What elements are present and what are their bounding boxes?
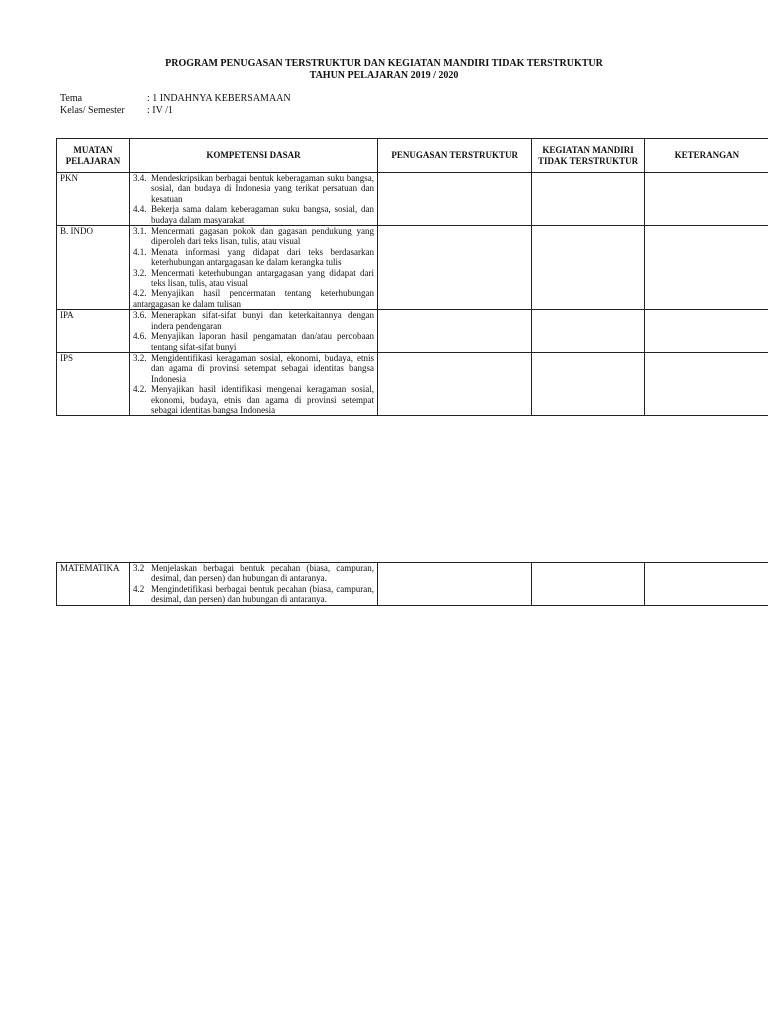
kompetensi-number: 4.2 (132, 583, 145, 594)
kompetensi-item (133, 384, 374, 415)
penugasan-cell (378, 173, 532, 226)
keterangan-cell (644, 173, 768, 226)
kompetensi-text: Menata informasi yang didapat dari teks berdasarkan keterhubungan antargagasan ke dalam kerangka tulis (150, 246, 375, 268)
kompetensi-text: Mencermati keterhubungan antargagasan yang didapat dari teks lisan, tulis, atau visual (150, 267, 375, 289)
kompetensi-number: 3.1. (132, 226, 147, 237)
table-header-row (57, 139, 768, 173)
penugasan-cell (378, 352, 532, 415)
kompetensi-cell (129, 352, 377, 415)
kompetensi-item (133, 173, 374, 204)
kompetensi-number: 3.6. (132, 310, 147, 321)
kompetensi-item (133, 226, 374, 247)
competency-table (56, 138, 768, 416)
kompetensi-item (133, 310, 374, 331)
penugasan-cell (378, 563, 532, 606)
header-muatan-pelajaran: MUATAN PELAJARAN (57, 139, 130, 173)
kegiatan-cell (532, 352, 645, 415)
kompetensi-list (133, 353, 374, 415)
kompetensi-number: 4.6. (132, 331, 147, 342)
header-penugasan-terstruktur: PENUGASAN TERSTRUKTUR (378, 139, 532, 173)
kompetensi-number: 4.2. (132, 288, 147, 299)
kompetensi-cell (129, 226, 377, 310)
kegiatan-cell (532, 563, 645, 606)
meta-kelas (60, 105, 173, 117)
table-row (57, 310, 768, 353)
kompetensi-number: 3.2. (132, 267, 147, 278)
meta-tema (60, 93, 291, 105)
kompetensi-list (133, 563, 374, 605)
subject-cell: MATEMATIKA (57, 563, 130, 606)
kompetensi-cell (129, 310, 377, 353)
table-row (57, 226, 768, 310)
kompetensi-item (133, 353, 374, 384)
tema-label: Tema (60, 93, 83, 104)
keterangan-cell (644, 563, 768, 606)
document-title-line2: TAHUN PELAJARAN 2019 / 2020 (309, 70, 459, 81)
competency-table-continued (56, 562, 768, 606)
keterangan-cell (644, 310, 768, 353)
penugasan-cell (378, 310, 532, 353)
header-kompetensi-dasar: KOMPETENSI DASAR (129, 139, 377, 173)
subject-cell: IPA (57, 310, 130, 353)
kompetensi-item (133, 204, 374, 225)
table-body (57, 173, 768, 416)
kompetensi-number: 4.1. (132, 246, 147, 257)
kegiatan-cell (532, 226, 645, 310)
kompetensi-item (133, 331, 374, 352)
kompetensi-number: 3.2 (132, 563, 145, 573)
kompetensi-text: Bekerja sama dalam keberagaman suku bangsa, sosial, dan budaya dalam masyarakat (150, 204, 375, 225)
kompetensi-text: Menyajikan hasil pencermatan tentang keterhubungan antargagasan ke dalam tulisan (132, 288, 375, 309)
kompetensi-text: Menyajikan laporan hasil pengamatan dan/atau percobaan tentang sifat-sifat bunyi (150, 331, 375, 352)
table-row (57, 352, 768, 415)
kelas-label: Kelas/ Semester (60, 105, 125, 116)
kompetensi-list (133, 173, 374, 225)
kegiatan-cell (532, 173, 645, 226)
tema-value: : 1 INDAHNYA KEBERSAMAAN (147, 93, 291, 104)
kompetensi-item (133, 288, 374, 309)
keterangan-cell (644, 226, 768, 310)
kompetensi-item (133, 584, 374, 605)
kompetensi-item (133, 268, 374, 289)
document-title-line1: PROGRAM PENUGASAN TERSTRUKTUR DAN KEGIATAN MANDIRI TIDAK TERSTRUKTUR (165, 58, 603, 69)
subject-cell: B. INDO (57, 226, 130, 310)
kompetensi-item (133, 563, 374, 584)
keterangan-cell (644, 352, 768, 415)
kegiatan-cell (532, 310, 645, 353)
subject-cell: PKN (57, 173, 130, 226)
kompetensi-text: Menjelaskan berbagai bentuk pecahan (biasa, campuran, desimal, dan persen) dan hubungan di antaranya. (150, 563, 375, 584)
table-body-continued (57, 563, 768, 606)
kompetensi-text: Mengindetifikasi berbagai bentuk pecahan (biasa, campuran, desimal, dan persen) dan hubungan di antaranya. (150, 583, 375, 605)
subject-cell: IPS (57, 352, 130, 415)
kompetensi-text: Menerapkan sifat-sifat bunyi dan keterkaitannya dengan indera pendengaran (150, 310, 375, 331)
kompetensi-item (133, 247, 374, 268)
kompetensi-number: 4.2. (132, 384, 147, 395)
kompetensi-cell (129, 173, 377, 226)
table-row (57, 173, 768, 226)
header-keterangan: KETERANGAN (644, 139, 768, 173)
kompetensi-number: 3.4. (132, 173, 147, 183)
kompetensi-list (133, 310, 374, 352)
kompetensi-text: Mencermati gagasan pokok dan gagasan pendukung yang diperoleh dari teks lisan, tulis, atau visual (150, 226, 375, 247)
kelas-value: : IV /1 (147, 105, 173, 116)
table-row (57, 563, 768, 606)
kompetensi-number: 4.4. (132, 204, 147, 215)
header-kegiatan-mandiri: KEGIATAN MANDIRI TIDAK TERSTRUKTUR (532, 139, 645, 173)
kompetensi-text: Menyajikan hasil identifikasi mengenai keragaman sosial, ekonomi, budaya, etnis dan agama di provinsi setempat sebagai identitas bangsa Indonesia (150, 384, 375, 415)
kompetensi-list (133, 226, 374, 309)
kompetensi-number: 3.2. (132, 352, 147, 363)
penugasan-cell (378, 226, 532, 310)
kompetensi-text: Mendeskripsikan berbagai bentuk keberagaman suku bangsa, sosial, dan budaya di Indonesia yang terikat persatuan dan kesatuan (150, 173, 375, 204)
kompetensi-text: Mengidentifikasi keragaman sosial, ekonomi, budaya, etnis dan agama di provinsi setempat sebagai identitas bangsa Indonesia (150, 352, 375, 384)
kompetensi-cell (129, 563, 377, 606)
